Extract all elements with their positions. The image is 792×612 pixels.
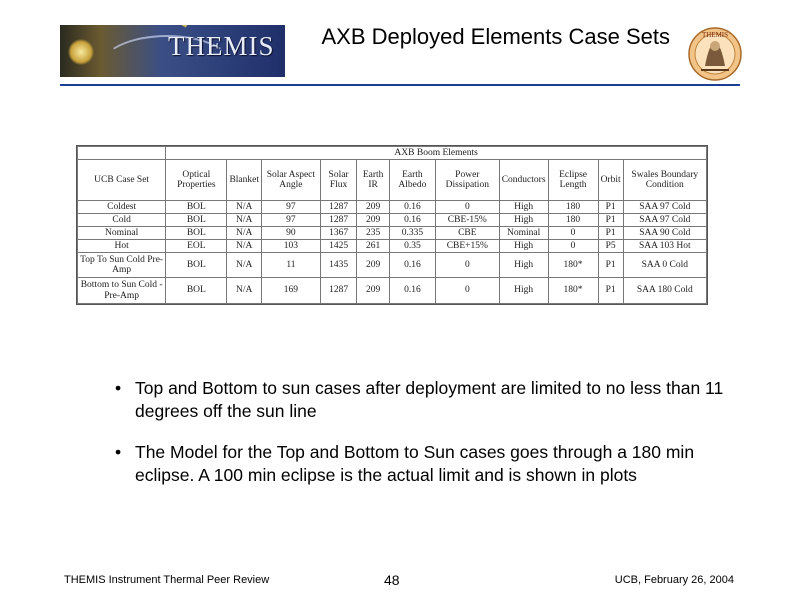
table-cell: High bbox=[499, 239, 548, 252]
table-cell: 1435 bbox=[320, 252, 357, 278]
bullet-dot-icon: • bbox=[115, 442, 122, 462]
table-cell: CBE-15% bbox=[435, 214, 499, 227]
table-cell: N/A bbox=[227, 201, 262, 214]
table-cell: 1287 bbox=[320, 278, 357, 304]
table-cell: 0.335 bbox=[389, 227, 435, 240]
table-cell: Cold bbox=[78, 214, 166, 227]
table-cell: 0 bbox=[435, 278, 499, 304]
table-cell: 0.16 bbox=[389, 278, 435, 304]
table-cell: Nominal bbox=[78, 227, 166, 240]
table-cell: N/A bbox=[227, 252, 262, 278]
title-underline bbox=[60, 84, 740, 86]
table-cell: 0.35 bbox=[389, 239, 435, 252]
table-cell: 180* bbox=[548, 278, 598, 304]
column-header: Blanket bbox=[227, 159, 262, 201]
column-header: Swales Boundary Condition bbox=[623, 159, 706, 201]
table-cell: BOL bbox=[166, 201, 227, 214]
table-cell: SAA 0 Cold bbox=[623, 252, 706, 278]
table-cell: 180* bbox=[548, 252, 598, 278]
table-cell: SAA 90 Cold bbox=[623, 227, 706, 240]
table-cell: 0 bbox=[548, 239, 598, 252]
table-cell: 11 bbox=[262, 252, 321, 278]
table-row bbox=[78, 201, 707, 214]
table-cell: 180 bbox=[548, 201, 598, 214]
bullet-text: Top and Bottom to sun cases after deployment are limited to no less than 11 degrees off the sun line bbox=[135, 378, 724, 421]
themis-mission-seal bbox=[687, 26, 743, 82]
table-cell: Coldest bbox=[78, 201, 166, 214]
table-cell: 261 bbox=[357, 239, 390, 252]
seal-text: THEMIS bbox=[701, 31, 729, 39]
table-cell: SAA 97 Cold bbox=[623, 201, 706, 214]
table-cell: CBE+15% bbox=[435, 239, 499, 252]
table-cell: BOL bbox=[166, 214, 227, 227]
table-cell: 180 bbox=[548, 214, 598, 227]
table-cell: P1 bbox=[598, 252, 623, 278]
slide-title: AXB Deployed Elements Case Sets bbox=[321, 24, 670, 49]
table-caption-spacer bbox=[78, 147, 166, 160]
table-cell: 1287 bbox=[320, 201, 357, 214]
table-row bbox=[78, 214, 707, 227]
bullet-item bbox=[115, 377, 735, 423]
table-cell: SAA 97 Cold bbox=[623, 214, 706, 227]
table-cell: 0 bbox=[435, 201, 499, 214]
table-row bbox=[78, 227, 707, 240]
table-header-row bbox=[78, 159, 707, 201]
table-cell: 209 bbox=[357, 252, 390, 278]
column-header: Power Dissipation bbox=[435, 159, 499, 201]
table-row bbox=[78, 278, 707, 304]
table-cell: 1367 bbox=[320, 227, 357, 240]
themis-logo bbox=[60, 25, 285, 77]
table-cell: 0.16 bbox=[389, 214, 435, 227]
table-cell: 0.16 bbox=[389, 252, 435, 278]
table-cell: High bbox=[499, 278, 548, 304]
column-header: Eclipse Length bbox=[548, 159, 598, 201]
table-cell: SAA 180 Cold bbox=[623, 278, 706, 304]
table-cell: Hot bbox=[78, 239, 166, 252]
table-cell: 0 bbox=[548, 227, 598, 240]
column-header: Optical Properties bbox=[166, 159, 227, 201]
table-cell: 90 bbox=[262, 227, 321, 240]
column-header: Earth Albedo bbox=[389, 159, 435, 201]
table-row bbox=[78, 252, 707, 278]
table-cell: 97 bbox=[262, 201, 321, 214]
bullet-dot-icon: • bbox=[115, 378, 122, 398]
bullet-item bbox=[115, 441, 735, 487]
table-cell: CBE bbox=[435, 227, 499, 240]
footer-date: UCB, February 26, 2004 bbox=[614, 574, 734, 586]
page-number: 48 bbox=[384, 572, 400, 588]
table-cell: 235 bbox=[357, 227, 390, 240]
column-header: Solar Flux bbox=[320, 159, 357, 201]
logo-text: THEMIS bbox=[168, 31, 275, 61]
table-cell: Top To Sun Cold Pre-Amp bbox=[78, 252, 166, 278]
table-cell: SAA 103 Hot bbox=[623, 239, 706, 252]
table-cell: BOL bbox=[166, 252, 227, 278]
table-cell: High bbox=[499, 252, 548, 278]
table-cell: 1287 bbox=[320, 214, 357, 227]
table-cell: EOL bbox=[166, 239, 227, 252]
table-cell: 169 bbox=[262, 278, 321, 304]
table-cell: BOL bbox=[166, 227, 227, 240]
footer-left-text: THEMIS Instrument Thermal Peer Review bbox=[64, 574, 270, 586]
table-cell: Bottom to Sun Cold - Pre-Amp bbox=[78, 278, 166, 304]
table-cell: High bbox=[499, 201, 548, 214]
table-cell: 97 bbox=[262, 214, 321, 227]
table-cell: P1 bbox=[598, 278, 623, 304]
table-cell: P1 bbox=[598, 201, 623, 214]
table-cell: BOL bbox=[166, 278, 227, 304]
table-cell: P5 bbox=[598, 239, 623, 252]
table-cell: 209 bbox=[357, 214, 390, 227]
table-cell: P1 bbox=[598, 214, 623, 227]
column-header: Orbit bbox=[598, 159, 623, 201]
table-cell: High bbox=[499, 214, 548, 227]
table-cell: N/A bbox=[227, 214, 262, 227]
table-cell: 0 bbox=[435, 252, 499, 278]
table-row bbox=[78, 239, 707, 252]
table-cell: N/A bbox=[227, 278, 262, 304]
column-header: Conductors bbox=[499, 159, 548, 201]
column-header: Solar Aspect Angle bbox=[262, 159, 321, 201]
column-header: UCB Case Set bbox=[78, 159, 166, 201]
bullet-text: The Model for the Top and Bottom to Sun cases goes through a 180 min eclipse. A 100 min eclipse is the actual limit and is shown in plots bbox=[135, 442, 695, 485]
table-cell: P1 bbox=[598, 227, 623, 240]
table-caption: AXB Boom Elements bbox=[166, 147, 707, 160]
table-cell: N/A bbox=[227, 239, 262, 252]
table-cell: 209 bbox=[357, 278, 390, 304]
table-cell: 1425 bbox=[320, 239, 357, 252]
table-cell: N/A bbox=[227, 227, 262, 240]
table-cell: 103 bbox=[262, 239, 321, 252]
axb-boom-elements-table bbox=[76, 145, 708, 305]
bullet-list bbox=[115, 377, 735, 505]
table-cell: Nominal bbox=[499, 227, 548, 240]
column-header: Earth IR bbox=[357, 159, 390, 201]
table-cell: 209 bbox=[357, 201, 390, 214]
table-cell: 0.16 bbox=[389, 201, 435, 214]
